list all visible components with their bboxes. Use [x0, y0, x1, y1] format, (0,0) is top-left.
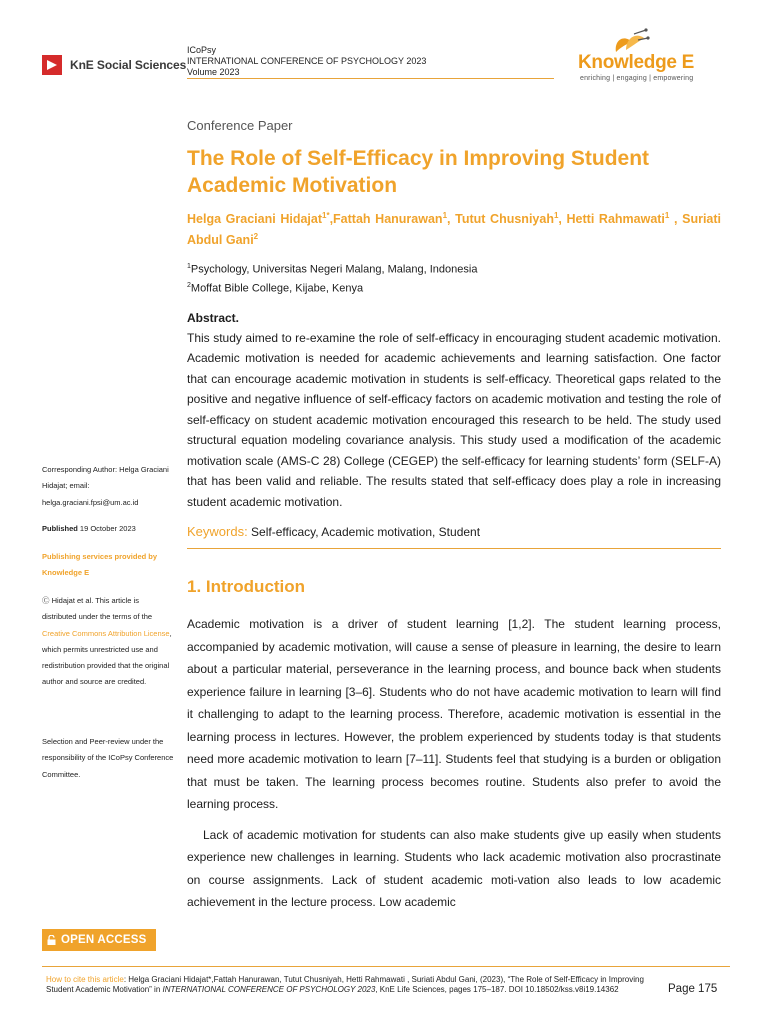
author-sup: 2 — [253, 232, 259, 242]
conference-full-name: INTERNATIONAL CONFERENCE OF PSYCHOLOGY 2023 — [187, 56, 427, 66]
open-access-label: OPEN ACCESS — [61, 934, 147, 946]
knowledge-e-tagline: enriching | engaging | empowering — [580, 75, 694, 82]
lock-open-icon — [47, 935, 56, 945]
published-label: Published — [42, 524, 78, 533]
knowledge-e-wordmark: Knowledge E — [578, 52, 694, 73]
keywords-text: Self-efficacy, Academic motivation, Student — [251, 525, 481, 540]
published-info — [42, 521, 174, 537]
publishing-services-text: Publishing services provided by Knowledge E — [42, 552, 158, 578]
corresponding-text: Helga Graciani Hidajat; email: helga.graciani.fpsi@um.ac.id — [42, 465, 169, 507]
citation-footer — [46, 975, 661, 996]
kne-logo-text: KnE Social Sciences — [70, 58, 187, 72]
open-access-badge — [42, 929, 156, 951]
cite-label: How to cite this article — [46, 975, 124, 984]
peer-review-text: Selection and Peer-review under the responsibility of the ICoPsy Conference Committee. — [42, 737, 174, 779]
affiliation-text: Moffat Bible College, Kijabe, Kenya — [190, 282, 364, 295]
affiliation-text: Psychology, Universitas Negeri Malang, Malang, Indonesia — [190, 263, 478, 276]
intro-paragraph: Academic motivation is a driver of student learning [1,2]. The student learning process, accompanied by academic motivation, will cause a sense of pleasure in learning, the desire to learn about a particular material, perseverance in the learning process, and bounce back when students experience failure in learning [3–6]. Students who do not have academic motivation to learn will find it challenging to adapt to the learning process. Therefore, academic motivation is essential in the learning process in lectures. However, the problem experienced by students today is that students need more academic motivation to learn [7–11]. Students feel that studying is a burden or obligation that must be taken. The learning process becomes routine. Students also prefer to avoid the learning process. — [187, 617, 721, 812]
page-number: Page 175 — [668, 983, 718, 995]
corresponding-label: Corresponding Author: — [42, 465, 118, 474]
affiliation-sup: 1 — [187, 263, 191, 271]
header-divider — [187, 78, 554, 79]
paper-title: The Role of Self-Efficacy in Improving Student Academic Motivation — [187, 147, 650, 197]
cite-text: : Helga Graciani Hidajat*,Fattah Hanurawan, Tutut Chusniyah, Hetti Rahmawati , Suriati Abdul Gani, (2023), “The Role of Self-Efficacy in Improving Student Academic Motivation” in — [46, 975, 644, 995]
license-link[interactable]: Creative Commons Attribution License — [42, 628, 170, 638]
license-text: Ⓒ Hidajat et al. This article is distributed under the terms of the — [42, 596, 153, 622]
knowledge-e-logo — [578, 28, 728, 88]
author-name: Helga Graciani Hidajat — [187, 212, 322, 227]
author-name: Hetti Rahmawati — [566, 212, 665, 227]
footer-divider — [42, 966, 730, 967]
peer-review-info — [42, 734, 174, 783]
kne-social-sciences-logo — [42, 55, 186, 75]
author-sup: 1 — [553, 211, 559, 220]
article-main — [187, 118, 721, 914]
affiliations — [187, 259, 721, 296]
affiliation-sup: 2 — [187, 281, 191, 289]
affiliation — [187, 259, 721, 278]
license-info — [42, 593, 174, 691]
keywords — [187, 522, 721, 549]
abstract-text: This study aimed to re-examine the role of self-efficacy in encouraging student academic motivation. Academic motivation is needed for academic achievements and learning satisfaction. One factor that can encourage academic motivation in students is self-efficacy. Theoretical gaps related to the positive and negative influence of self-efficacy factors on academic motivation and testing the role of self-efficacy on student academic motivation encouraged this research to be held. The study used structural equation modeling covariance analysis. This study used a modification of the academic motivation scale (AMS-C 28) College (CEGEP) the self-efficacy for learning students’ form (SELF-A) that has been valid and reliable. The results stated that self-efficacy does play a role in increasing student academic motivation. — [187, 330, 721, 509]
abstract-heading: Abstract. — [187, 310, 240, 325]
author-sup: 1 — [442, 211, 448, 220]
conference-volume: Volume 2023 — [187, 67, 240, 77]
corresponding-author — [42, 462, 174, 511]
paper-type: Conference Paper — [187, 118, 293, 133]
license-text: , which permits unrestricted use and redistribution provided that the original author and source are credited. — [42, 628, 172, 687]
keywords-label: Keywords: — [187, 524, 248, 540]
affiliation — [187, 278, 721, 297]
author-list: Helga Graciani Hidajat$^{1*}$,Fattah Hanurawan$^1$, Tutut Chusniyah$^1$, Hetti Rahmawati$^1$ , Suriati Abdul Gani$^2$ — [187, 211, 722, 248]
author-sup: 1 — [664, 211, 670, 220]
conference-info — [187, 45, 426, 78]
author-name: Tutut Chusniyah — [455, 212, 554, 227]
author-name: Suriati Abdul Gani — [187, 212, 722, 248]
author-name: Fattah Hanurawan — [333, 212, 443, 227]
intro-paragraph: Lack of academic motivation for students can also make students give up easily when students experience new challenges in learning. Students who lack academic motivation also procrastinate on course assignments. Lack of student academic moti-vation also leads to low academic achievement in the lecture process. Low academic — [187, 827, 721, 910]
publishing-services — [42, 549, 174, 582]
cite-conference: INTERNATIONAL CONFERENCE OF PSYCHOLOGY 2023 — [162, 985, 376, 995]
cite-text: , KnE Life Sciences, pages 175–187. DOI 10.18502/kss.v8i19.14362 — [375, 985, 619, 995]
section-title: 1. Introduction — [187, 577, 306, 597]
page-header — [0, 0, 768, 110]
conference-short-name: ICoPsy — [187, 45, 217, 55]
kne-logo-icon — [42, 55, 62, 75]
author-sup: 1* — [322, 211, 330, 220]
published-date: 19 October 2023 — [77, 524, 136, 533]
